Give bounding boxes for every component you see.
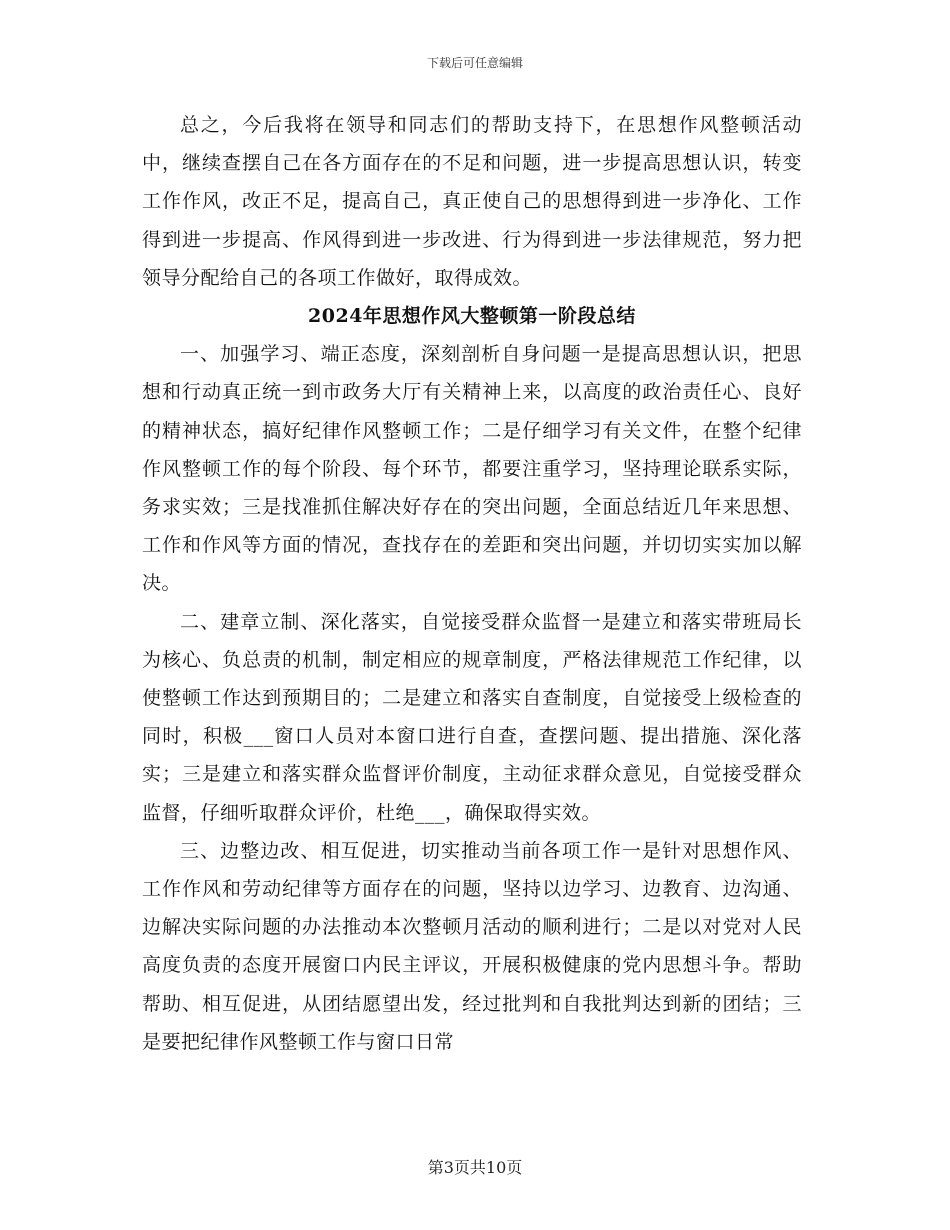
- page-number: 第3页共10页: [427, 1158, 523, 1177]
- section-title: 2024年思想作风大整顿第一阶段总结: [308, 305, 636, 328]
- paragraph-3: 三、边整边改、相互促进，切实推动当前各项工作一是针对思想作风、工作作风和劳动纪律等方面存在的问题，坚持以边学习、边教育、边沟通、边解决实际问题的办法推动本次整顿月活动的顺利进行；二是以对党对人民高度负责的态度开展窗口内民主评议，开展积极健康的党内思想斗争。帮助帮助、相互促进，从团结愿望出发，经过批判和自我批判达到新的团结；三是要把纪律作风整顿工作与窗口日常: [142, 839, 802, 1053]
- paragraph-2: 二、建章立制、深化落实，自觉接受群众监督一是建立和落实带班局长为核心、负总责的机制，制定相应的规章制度，严格法律规范工作纪律，以使整顿工作达到预期目的；二是建立和落实自查制度，自觉接受上级检查的同时，积极___窗口人员对本窗口进行自查，查摆问题、提出措施、深化落实；三是建立和落实群众监督评价制度，主动征求群众意见，自觉接受群众监督，仔细听取群众评价，杜绝___，确保取得实效。: [142, 610, 802, 824]
- paragraph-intro: 总之，今后我将在领导和同志们的帮助支持下，在思想作风整顿活动中，继续查摆自己在各方面存在的不足和问题，进一步提高思想认识，转变工作作风，改正不足，提高自己，真正使自己的思想得到进一步净化、工作得到进一步提高、作风得到进一步改进、行为得到进一步法律规范，努力把领导分配给自己的各项工作做好，取得成效。: [142, 114, 802, 289]
- header-note: 下载后可任意编辑: [426, 56, 523, 70]
- document-body: [142, 106, 802, 1061]
- paragraph-1: 一、加强学习、端正态度，深刻剖析自身问题一是提高思想认识，把思想和行动真正统一到市政务大厅有关精神上来，以高度的政治责任心、良好的精神状态，搞好纪律作风整顿工作；二是仔细学习有关文件，在整个纪律作风整顿工作的每个阶段、每个环节，都要注重学习，坚持理论联系实际，务求实效；三是找准抓住解决好存在的突出问题，全面总结近几年来思想、工作和作风等方面的情况，查找存在的差距和突出问题，并切切实实加以解决。: [142, 343, 802, 595]
